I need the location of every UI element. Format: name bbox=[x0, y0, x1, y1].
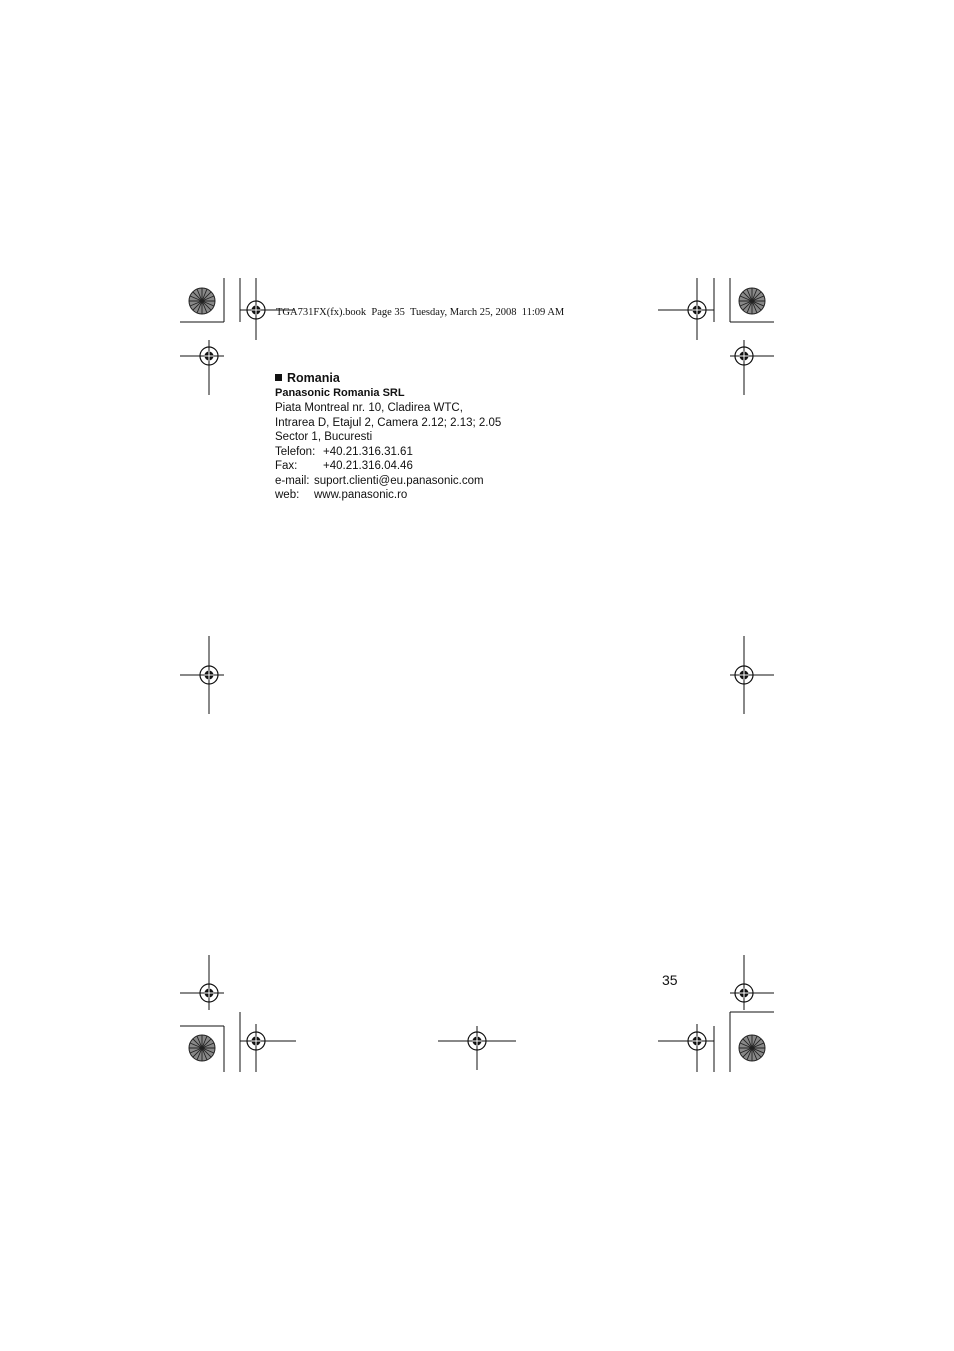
email-label: e-mail: bbox=[275, 474, 310, 487]
page-number: 35 bbox=[662, 972, 678, 988]
starburst-bottom-left bbox=[189, 1035, 215, 1061]
email-value: suport.clienti@eu.panasonic.com bbox=[314, 474, 484, 487]
email-row bbox=[275, 474, 655, 489]
starburst-top-left bbox=[189, 288, 215, 314]
starburst-top-right bbox=[739, 288, 765, 314]
section-heading bbox=[275, 370, 655, 386]
phone-label: Telefon: bbox=[275, 445, 316, 458]
web-label: web: bbox=[275, 489, 300, 501]
square-bullet-icon bbox=[275, 374, 282, 381]
address-line-1: Piata Montreal nr. 10, Cladirea WTC, bbox=[275, 402, 463, 414]
web-value: www.panasonic.ro bbox=[314, 489, 408, 501]
company-name: Panasonic Romania SRL bbox=[275, 387, 405, 399]
phone-value: +40.21.316.31.61 bbox=[323, 445, 413, 458]
address-line-2: Intrarea D, Etajul 2, Camera 2.12; 2.13; 2.05 bbox=[275, 416, 502, 429]
phone-row bbox=[275, 445, 655, 460]
web-row bbox=[275, 488, 655, 503]
fax-label: Fax: bbox=[275, 460, 298, 472]
fax-row bbox=[275, 459, 655, 474]
section-heading-text: Romania bbox=[287, 371, 340, 385]
address-line-3: Sector 1, Bucuresti bbox=[275, 431, 373, 443]
print-header: TGA731FX(fx).book Page 35 Tuesday, March 25, 2008 11:09 AM bbox=[276, 307, 565, 318]
starburst-bottom-right bbox=[739, 1035, 765, 1061]
contact-section bbox=[275, 370, 655, 503]
fax-value: +40.21.316.04.46 bbox=[323, 460, 413, 472]
